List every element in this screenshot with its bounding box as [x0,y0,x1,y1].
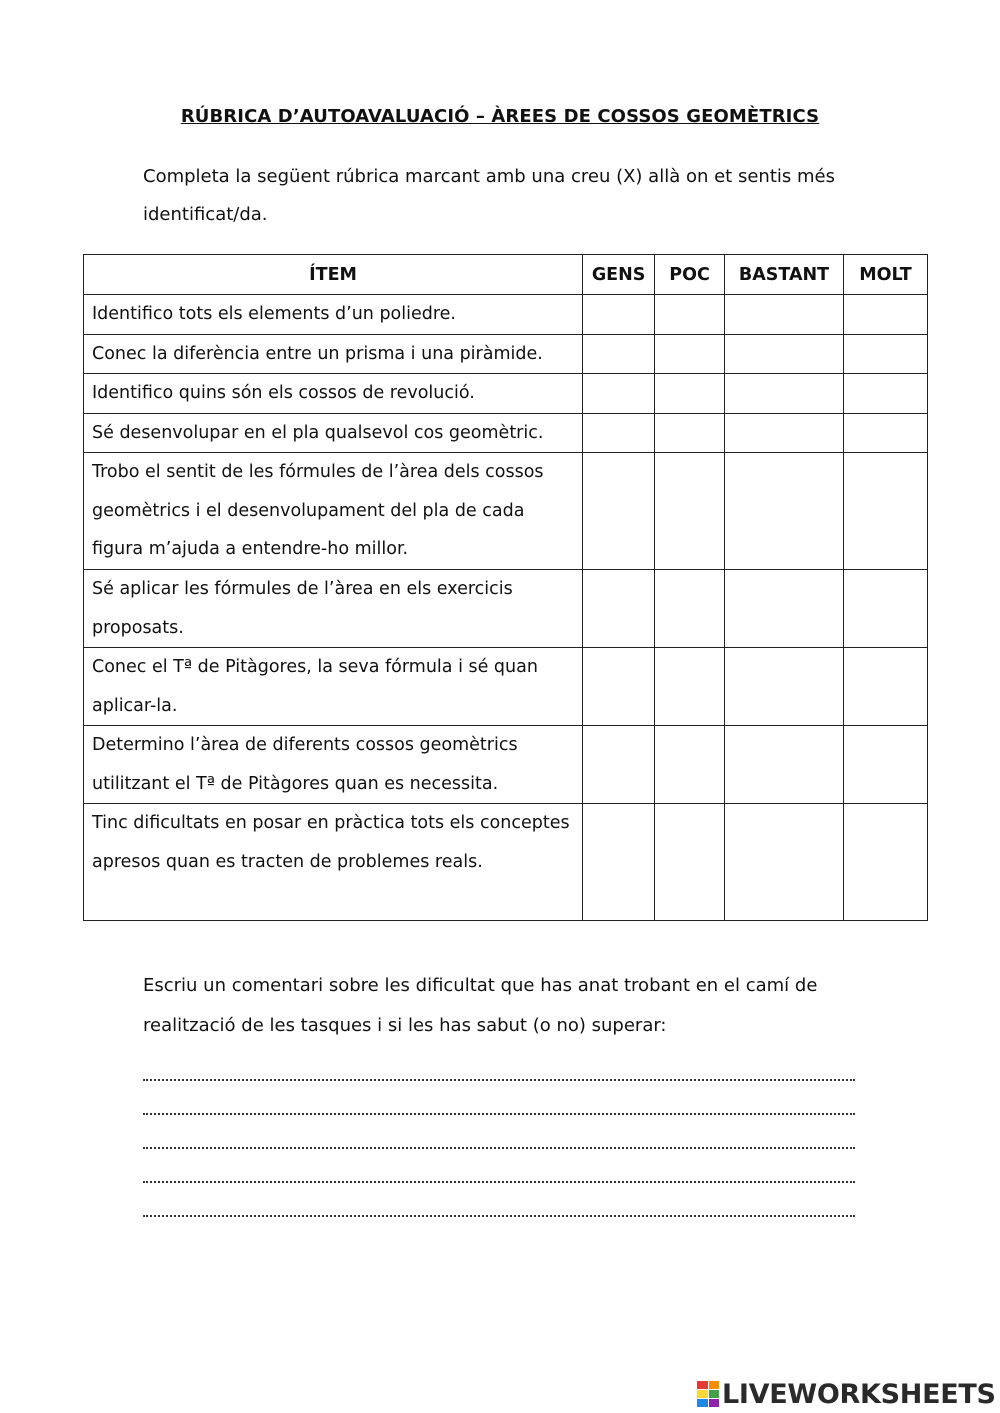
logo-square [697,1381,708,1389]
answer-cell-gens[interactable] [583,334,655,374]
logo-square [697,1399,708,1407]
answer-cell-gens[interactable] [583,804,655,921]
item-text: Identifico quins són els cossos de revolució. [84,374,583,414]
instructions-text: Completa la següent rúbrica marcant amb una creu (X) allà on et sentis més identificat/da. [143,166,835,225]
table-row [84,804,928,921]
liveworksheets-logo-icon [697,1381,719,1407]
header-gens: GENS [583,255,655,295]
answer-cell-gens[interactable] [583,648,655,726]
table-row [84,374,928,414]
answer-cell-molt[interactable] [844,453,928,570]
rubric-table [83,254,928,921]
answer-cell-bastant[interactable] [725,413,844,453]
answer-line[interactable] [143,1079,855,1081]
logo-square [709,1390,720,1398]
answer-cell-bastant[interactable] [725,374,844,414]
answer-cell-molt[interactable] [844,295,928,335]
answer-cell-molt[interactable] [844,413,928,453]
table-row [84,570,928,648]
answer-cell-molt[interactable] [844,726,928,804]
comment-prompt: Escriu un comentari sobre les dificultat que has anat trobant en el camí de realització de les tasques i si les has sabut (o no) superar: [143,975,818,1036]
header-bastant: BASTANT [725,255,844,295]
logo-square [697,1390,708,1398]
item-text: Sé aplicar les fórmules de l’àrea en els exercicis proposats. [84,570,583,648]
answer-cell-molt[interactable] [844,570,928,648]
item-text: Identifico tots els elements d’un poliedre. [84,295,583,335]
header-row [84,255,928,295]
item-text: Sé desenvolupar en el pla qualsevol cos geomètric. [84,413,583,453]
liveworksheets-logo [697,1377,996,1411]
answer-cell-gens[interactable] [583,374,655,414]
answer-cell-molt[interactable] [844,334,928,374]
table-row [84,726,928,804]
answer-cell-poc[interactable] [655,413,725,453]
item-text: Tinc dificultats en posar en pràctica tots els conceptes apresos quan es tracten de problemes reals. [84,804,583,921]
answer-cell-poc[interactable] [655,374,725,414]
document-title: RÚBRICA D’AUTOAVALUACIÓ – ÀREES DE COSSOS GEOMÈTRICS [180,106,820,127]
answer-cell-gens[interactable] [583,726,655,804]
table-row [84,648,928,726]
answer-cell-molt[interactable] [844,374,928,414]
table-row [84,334,928,374]
logo-square [709,1381,720,1389]
table-row [84,453,928,570]
answer-cell-gens[interactable] [583,453,655,570]
logo-square [709,1399,720,1407]
header-item: ÍTEM [84,255,583,295]
table-row [84,295,928,335]
answer-cell-poc[interactable] [655,570,725,648]
table-row [84,413,928,453]
header-poc: POC [655,255,725,295]
answer-line[interactable] [143,1113,855,1115]
header-molt: MOLT [844,255,928,295]
answer-cell-gens[interactable] [583,413,655,453]
answer-cell-poc[interactable] [655,726,725,804]
item-text: Determino l’àrea de diferents cossos geomètrics utilitzant el Tª de Pitàgores quan es necessita. [84,726,583,804]
answer-cell-gens[interactable] [583,295,655,335]
answer-line[interactable] [143,1147,855,1149]
answer-cell-poc[interactable] [655,334,725,374]
answer-cell-bastant[interactable] [725,726,844,804]
answer-cell-poc[interactable] [655,648,725,726]
answer-cell-poc[interactable] [655,804,725,921]
answer-cell-bastant[interactable] [725,804,844,921]
item-text: Conec el Tª de Pitàgores, la seva fórmula i sé quan aplicar-la. [84,648,583,726]
answer-cell-bastant[interactable] [725,648,844,726]
answer-cell-bastant[interactable] [725,334,844,374]
item-text: Trobo el sentit de les fórmules de l’àrea dels cossos geomètrics i el desenvolupament del pla de cada figura m’ajuda a entendre-ho millor. [84,453,583,570]
answer-cell-bastant[interactable] [725,453,844,570]
answer-cell-bastant[interactable] [725,570,844,648]
logo-text: LIVEWORKSHEETS [722,1378,996,1410]
answer-cell-bastant[interactable] [725,295,844,335]
answer-cell-poc[interactable] [655,453,725,570]
answer-cell-molt[interactable] [844,648,928,726]
answer-cell-gens[interactable] [583,570,655,648]
answer-cell-molt[interactable] [844,804,928,921]
answer-line[interactable] [143,1181,855,1183]
answer-cell-poc[interactable] [655,295,725,335]
item-text: Conec la diferència entre un prisma i una piràmide. [84,334,583,374]
answer-line[interactable] [143,1215,855,1217]
